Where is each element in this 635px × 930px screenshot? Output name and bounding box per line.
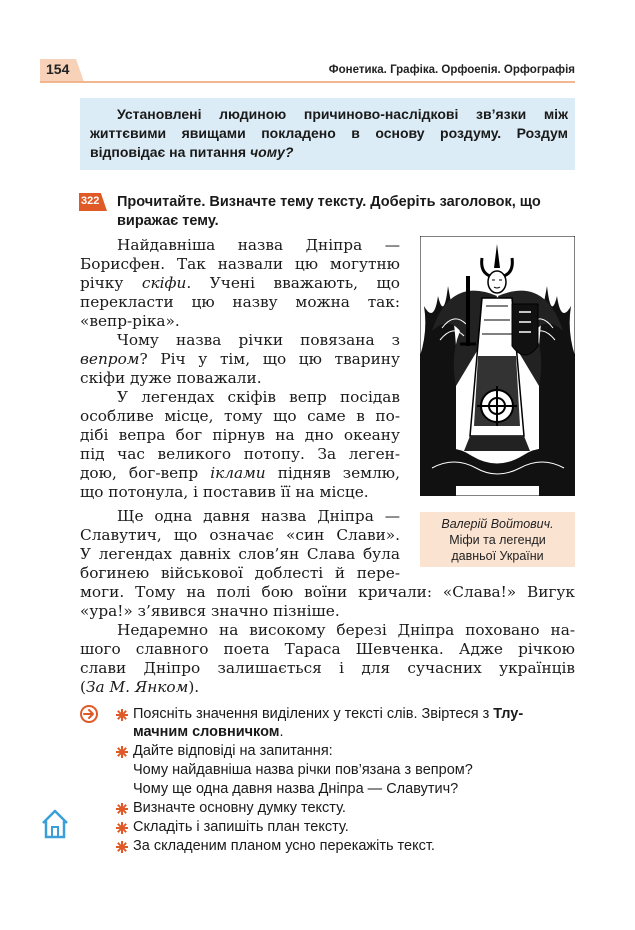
info-text-main: Установлені людиною причиново-наслідкові зв’язки між життєвими явищами покладено в основу роздуму. Роздум відповідає на питання (90, 106, 568, 160)
dictionary-reference: мачним словничком (133, 724, 280, 740)
snowflake-bullet-icon (116, 709, 128, 721)
text-line: моги. Тому на полі бою воїни кричали: «Слава!» Вигук (80, 583, 575, 601)
task-item: Складіть і запишіть план тексту. (133, 819, 349, 835)
text-line: «ура!» з’явився значно пізніше. (80, 602, 340, 620)
section-title: Фонетика. Графіка. Орфоепія. Орфографія (328, 64, 575, 76)
text-line: дою, бог-вепр іклами підняв землю, (80, 464, 400, 482)
text-line: під час великого потопу. За леген- (80, 445, 400, 463)
source-attribution: За М. Янком (85, 678, 189, 696)
text-line: Чому назва річки повязана з (117, 331, 400, 349)
task-question: Чому ще одна давня назва Дніпра — Славутич? (133, 781, 459, 797)
caption-title-line: Міфи та легенди (449, 533, 546, 547)
text-line: У легендах давніх слов’ян Слава була (80, 545, 400, 563)
text-line: (За М. Янком). (80, 678, 200, 696)
text-line: У легендах скіфів вепр посідав (117, 388, 400, 406)
exercise-number: 322 (81, 195, 100, 207)
text-line: дібі вепра бог пірнув на дно океану (80, 426, 400, 444)
text-line: вепром? Річ у тім, що цю тварину (80, 350, 400, 368)
snowflake-bullet-icon (116, 746, 128, 758)
text-line: скіфи дуже поважали. (80, 369, 262, 387)
text-line: Недаремно на високому березі Дніпра поховано на- (117, 621, 575, 639)
highlighted-word: скіфи (141, 274, 187, 292)
info-text (90, 105, 568, 162)
snowflake-bullet-icon (116, 803, 128, 815)
task-item-continuation: мачним словничком. (133, 724, 284, 740)
snowflake-bullet-icon (116, 822, 128, 834)
page-number: 154 (46, 61, 70, 77)
text-line: богинею військової доблесті й пере- (80, 564, 400, 582)
text-line: Найдавніша назва Дніпра — (117, 236, 400, 254)
text-line: слави Дніпро залишається і для сучасних українців (80, 659, 575, 677)
text-line: шого славного поета Тараса Шевченка. Адже річкою (80, 640, 575, 658)
exercise-task: Прочитайте. Визначте тему тексту. Доберіть заголовок, що виражає тему. (117, 194, 541, 229)
text-line: Славутич, що означає «син Слави». (80, 526, 400, 544)
caption-author: Валерій Войтович. (441, 517, 554, 531)
text-line: особливе місце, тому що саме в по- (80, 407, 400, 425)
home-icon (40, 808, 70, 840)
info-text-italic: чому? (250, 144, 294, 160)
highlighted-word: вепром (80, 350, 140, 368)
text-line: перекласти цю назву можна так: (80, 293, 400, 311)
task-item: За складеним планом усно перекажіть текст. (133, 838, 435, 854)
caption-title-line: давньої України (451, 549, 544, 563)
dictionary-reference: Тлу- (493, 706, 524, 722)
task-question: Чому найдавніша назва річки пов’язана з вепром? (133, 762, 473, 778)
text-line: річку скіфи. Учені вважають, що (80, 274, 400, 292)
task-item: Визначте основну думку тексту. (133, 800, 346, 816)
arrow-right-circle-icon (80, 705, 98, 723)
header-divider (40, 81, 575, 83)
highlighted-word: іклами (210, 464, 266, 482)
text-line: Ще одна давня назва Дніпра — (117, 507, 400, 525)
illustration-caption (420, 516, 575, 564)
text-line: «вепр-ріка». (80, 312, 180, 330)
task-item: Дайте відповіді на запитання: (133, 743, 333, 759)
task-item: Поясніть значення виділених у тексті слів. Звіртеся з Тлу- (133, 706, 524, 722)
deity-engraving-illustration (420, 236, 575, 496)
text-line: що потонула, і поставив її на місце. (80, 483, 369, 501)
text-line: Борисфен. Так назвали цю могутню (80, 255, 400, 273)
snowflake-bullet-icon (116, 841, 128, 853)
